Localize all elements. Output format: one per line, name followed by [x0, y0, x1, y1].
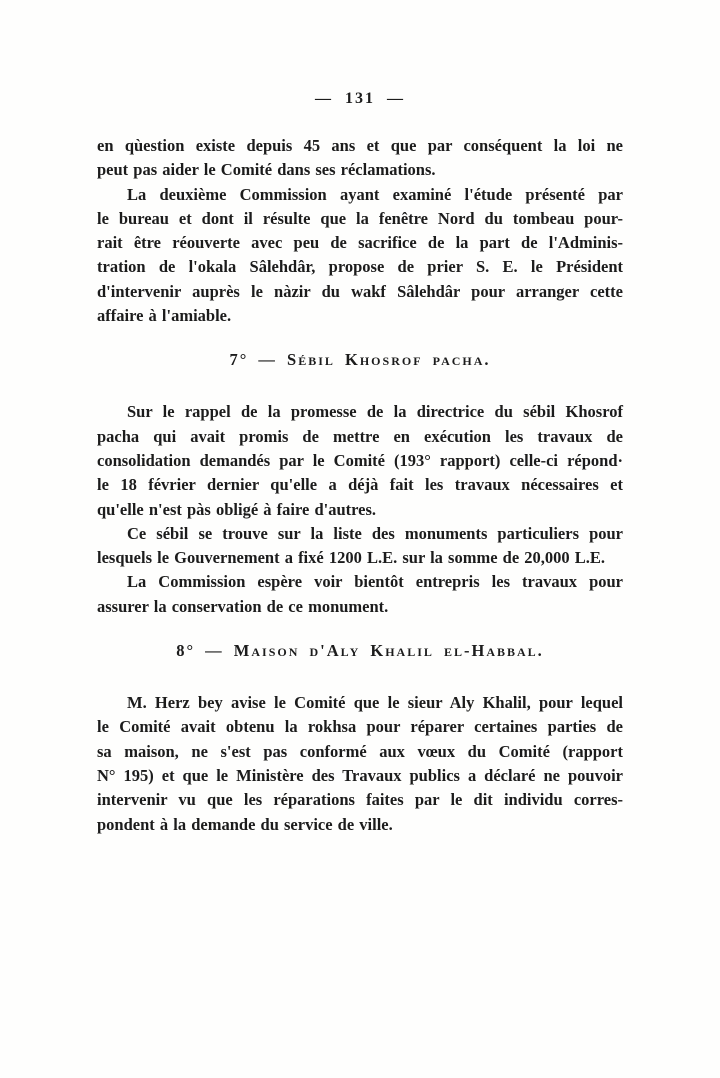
text-line: le bureau et dont il résulte que la fenêtre Nord du tombeau pour- [97, 208, 623, 228]
paragraph [97, 183, 623, 329]
text-line: intervenir vu que les réparations faites par le dit individu corres- [97, 790, 623, 810]
text-line: assurer la conservation de ce monument. [97, 596, 389, 616]
text-line: pondent à la demande du service de ville. [97, 814, 393, 834]
paragraph [97, 691, 623, 837]
text-line: le Comité avait obtenu la rokhsa pour réparer certaines parties de [97, 717, 623, 737]
section-heading: 7° — Sébil Khosrof pacha. [229, 350, 491, 370]
text-line: N° 195) et que le Ministère des Travaux publics a déclaré ne pouvoir [97, 765, 623, 785]
text-line: Sur le rappel de la promesse de la directrice du sébil Khosrof [127, 402, 623, 422]
text-line: Ce sébil se trouve sur la liste des monuments particuliers pour [127, 523, 623, 543]
text-line: La Commission espère voir bientôt entrepris les travaux pour [127, 572, 623, 592]
text-line: lesquels le Gouvernement a fixé 1200 L.E. sur la somme de 20,000 L.E. [97, 548, 606, 568]
text-line: La deuxième Commission ayant examiné l'étude présenté par [127, 184, 623, 204]
text-line: rait être réouverte avec peu de sacrifice de la part de l'Adminis- [97, 233, 623, 253]
text-line: qu'elle n'est pàs obligé à faire d'autres. [97, 499, 377, 519]
section-heading: 8° — Maison d'Aly Khalil el-Habbal. [176, 641, 544, 661]
text-line: consolidation demandés par le Comité (193° rapport) celle-ci répond· [97, 450, 623, 470]
text-line: peut pas aider le Comité dans ses réclamations. [97, 160, 436, 180]
text-line: sa maison, ne s'est pas conformé aux vœux du Comité (rapport [97, 741, 623, 761]
text-line: le 18 février dernier qu'elle a déjà fait les travaux nécessaires et [97, 475, 623, 495]
paragraph [97, 400, 623, 521]
paragraph [97, 134, 623, 183]
page-number: — 131 — [315, 90, 405, 107]
text-line: affaire à l'amiable. [97, 306, 232, 326]
document-column [97, 0, 623, 837]
paragraph [97, 522, 623, 571]
text-line: M. Herz bey avise le Comité que le sieur Aly Khalil, pour lequel [127, 693, 623, 713]
text-line: d'intervenir auprès le nàzir du wakf Sâlehdâr pour arranger cette [97, 281, 623, 301]
document-body [97, 134, 623, 837]
text-line: pacha qui avait promis de mettre en exécution les travaux de [97, 426, 623, 446]
text-line: en qùestion existe depuis 45 ans et que par conséquent la loi ne [97, 136, 623, 155]
text-line: tration de l'okala Sâlehdâr, propose de prier S. E. le Président [97, 257, 623, 277]
paragraph [97, 570, 623, 619]
